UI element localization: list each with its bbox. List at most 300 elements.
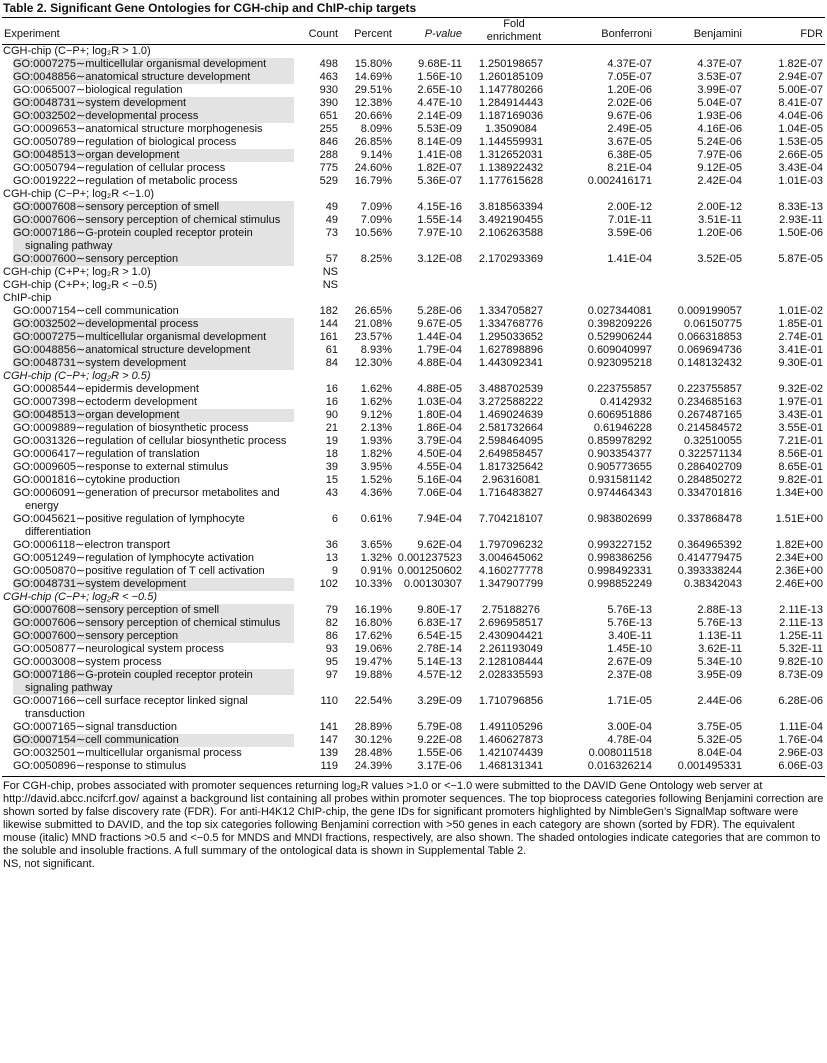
benjamini-cell: 0.214584572 [677,422,742,434]
go-term-cell [2,539,296,552]
p-value-cell: 5.53E-09 [417,123,462,135]
benjamini-cell: 2.44E-06 [697,695,742,707]
ns-note: NS, not significant. [3,858,95,870]
table-row [2,513,825,539]
bonferroni-cell: 0.931581142 [588,474,652,486]
col-count: Count [296,18,340,45]
count-cell: 82 [325,617,338,629]
table-row [2,448,825,461]
go-term: GO:0006118∼electron transport [13,539,170,551]
bonferroni-cell: 6.38E-05 [607,149,652,161]
table-row [2,396,825,409]
go-term-cell [2,513,296,539]
fdr-cell: 1.01E-02 [778,305,823,317]
table-row [2,695,825,721]
go-term-cell [2,643,296,656]
p-value-cell: 2.78E-14 [417,643,462,655]
bonferroni-cell: 0.903354377 [587,448,652,460]
percent-cell: 16.80% [354,617,392,629]
go-term: GO:0045621∼positive regulation of lymphocyte differentiation [13,513,245,538]
bonferroni-cell: 0.983802699 [587,513,652,525]
go-term: GO:0007165∼signal transduction [13,721,177,733]
p-value-cell: 7.94E-04 [417,513,462,525]
go-term: GO:0007600∼sensory perception [13,630,294,643]
percent-cell: 21.08% [354,318,392,330]
bonferroni-cell: 3.67E-05 [607,136,652,148]
table-title: Table 2. Significant Gene Ontologies for CGH-chip and ChIP-chip targets [2,0,825,18]
bonferroni-cell: 0.905773655 [587,461,652,473]
fold-enrichment-cell: 1.421074439 [478,747,544,759]
fold-enrichment-cell: 1.187169036 [478,110,544,122]
fdr-cell: 3.55E-01 [778,422,823,434]
fdr-cell: 1.04E-05 [778,123,823,135]
benjamini-cell: 2.88E-13 [697,604,742,616]
go-term: GO:0007608∼sensory perception of smell [13,604,294,617]
bonferroni-cell: 2.02E-06 [607,97,652,109]
col-percent: Percent [340,18,394,45]
go-term: GO:0007154∼cell communication [13,734,294,747]
table-row [2,214,825,227]
p-value-cell: 7.06E-04 [417,487,462,499]
bonferroni-cell: 3.00E-04 [607,721,652,733]
table-row [2,357,825,370]
fold-enrichment-cell: 2.96316081 [481,474,541,486]
go-term-cell [2,136,296,149]
go-term: GO:0008544∼epidermis development [13,383,199,395]
p-value-cell: 5.36E-07 [417,175,462,187]
count-cell: 102 [319,578,338,590]
go-term-cell [2,656,296,669]
benjamini-cell: 0.069694736 [677,344,742,356]
group-label: CGH-chip (C−P+; log₂R <−1.0) [3,188,154,200]
header-row [2,18,825,45]
go-term-cell [2,747,296,760]
go-term-cell [2,461,296,474]
go-term: GO:0003008∼system process [13,656,162,668]
bonferroni-cell: 7.01E-11 [608,214,652,226]
go-term-cell [2,110,296,123]
go-term-cell [2,578,296,591]
p-value-cell: 5.14E-13 [417,656,462,668]
bonferroni-cell: 0.998852249 [587,578,652,590]
col-bonferroni: Bonferroni [564,18,654,45]
fold-enrichment-cell: 1.177615628 [478,175,544,187]
fdr-cell: 3.41E-01 [778,344,823,356]
go-term: GO:0019222∼regulation of metabolic process [13,175,238,187]
percent-cell: 15.80% [354,58,392,70]
go-term: GO:0048731∼system development [13,578,294,591]
fdr-cell: 1.50E-06 [778,227,823,239]
percent-cell: 29.51% [354,84,392,96]
benjamini-cell: 0.234685163 [677,396,742,408]
table-row [2,643,825,656]
fold-enrichment-cell: 1.710796856 [478,695,544,707]
percent-cell: 1.62% [360,383,392,395]
bonferroni-cell: 3.59E-06 [607,227,652,239]
table-row [2,110,825,123]
benjamini-cell: 0.148132432 [677,357,742,369]
fdr-cell: 8.41E-07 [778,97,823,109]
percent-cell: 3.95% [360,461,392,473]
fold-enrichment-cell: 4.160277778 [478,565,544,577]
count-cell: 86 [325,630,338,642]
table-row [2,123,825,136]
count-cell: 19 [325,435,338,447]
go-term-cell [2,669,296,695]
go-term-cell [2,84,296,97]
benjamini-cell: 5.04E-07 [697,97,742,109]
fdr-cell: 2.96E-03 [778,747,823,759]
fdr-cell: 2.94E-07 [778,71,823,83]
go-term: GO:0007398∼ectoderm development [13,396,198,408]
bonferroni-cell: 0.529906244 [587,331,652,343]
go-term: GO:0050789∼regulation of biological process [13,136,237,148]
benjamini-cell: 5.34E-10 [697,656,742,668]
bonferroni-cell: 1.71E-05 [607,695,652,707]
fold-enrichment-cell: 2.581732664 [478,422,544,434]
go-term: GO:0032501∼multicellular organismal process [13,747,242,759]
ns-row [2,279,825,292]
count-cell: 651 [319,110,338,122]
fold-enrichment-cell: 3.004645062 [478,552,544,564]
empty-cell [340,279,825,292]
go-table [2,18,825,773]
fdr-cell: 1.25E-11 [779,630,823,642]
fold-enrichment-cell: 1.147780266 [478,84,544,96]
bonferroni-cell: 2.00E-12 [607,201,652,213]
go-term-cell [2,97,296,110]
bonferroni-cell: 0.016326214 [587,760,652,772]
footnote-text: For CGH-chip, probes associated with promoter sequences returning log₂R values >1.0 or <−1.0 were submitted to the DAVID Gene Ontology web server at http://david.abcc.ncifcrf.gov/ against a background list containing all probes within promoter sequences. The top bioprocess categories following Benjamini correction are shown sorted by false discovery rate (FDR). For anti-H4K12 ChIP-chip, the gene IDs for significant promoters highlighted by NimbleGen’s SignalMap software were likewise submitted to DAVID, and the top six categories following Benjamini correction with >50 genes in each category are shown (sorted by FDR). The equivalent mouse (italic) MND fractions >0.5 and <−0.5 for MNDS and MNDI fractions, respectively, are also shown. The shaded ontologies indicate categories that are common to the soluble and insoluble fractions. A full summary of the ontological data is shown in Supplemental Table 2. [3,780,824,857]
benjamini-cell: 5.32E-05 [697,734,742,746]
table-row [2,149,825,162]
group-row [2,188,825,201]
benjamini-cell: 3.62E-11 [698,643,742,655]
fold-enrichment-cell: 1.347907799 [478,578,544,590]
benjamini-cell: 2.42E-04 [697,175,742,187]
table-row [2,617,825,630]
group-label: CGH-chip (C+P+; log₂R > 1.0) [3,266,151,278]
p-value-cell: 4.47E-10 [417,97,462,109]
count-cell: 182 [319,305,338,317]
p-value-cell: 3.29E-09 [417,695,462,707]
benjamini-cell: 0.393338244 [677,565,742,577]
fold-enrichment-cell: 2.106263588 [478,227,544,239]
bonferroni-cell: 4.37E-07 [607,58,652,70]
go-term-cell [2,552,296,565]
fold-enrichment-cell: 3.818563394 [478,201,544,213]
percent-cell: 0.61% [360,513,392,525]
fold-enrichment-cell: 2.75188276 [481,604,541,616]
p-value-cell: 7.97E-10 [417,227,462,239]
group-label: CGH-chip (C+P+; log₂R < −0.5) [3,279,158,291]
fold-enrichment-cell: 1.469024639 [478,409,544,421]
table-row [2,604,825,617]
fdr-cell: 1.97E-01 [778,396,823,408]
count-cell: 390 [319,97,338,109]
count-cell: 57 [325,253,338,265]
go-term-cell [2,422,296,435]
fold-enrichment-cell: 1.250198657 [478,58,544,70]
go-term-cell [2,357,296,370]
go-term: GO:0007186∼G-protein coupled receptor protein signaling pathway [13,669,294,695]
table-row [2,97,825,110]
go-term: GO:0050877∼neurological system process [13,643,224,655]
benjamini-cell: 0.337868478 [677,513,742,525]
fdr-cell: 1.53E-05 [778,136,823,148]
go-term: GO:0048513∼organ development [13,149,294,162]
fdr-cell: 2.66E-05 [778,149,823,161]
count-cell: 97 [325,669,338,681]
p-value-cell: 1.86E-04 [417,422,462,434]
bonferroni-cell: 0.606951886 [587,409,652,421]
bonferroni-cell: 0.998492331 [587,565,652,577]
percent-cell: 30.12% [354,734,392,746]
empty-cell [340,266,825,279]
fdr-cell: 2.93E-11 [779,214,823,226]
table-row [2,84,825,97]
benjamini-cell: 1.13E-11 [698,630,742,642]
p-value-cell: 5.79E-08 [417,721,462,733]
p-value-cell: 9.68E-11 [418,58,462,70]
count-cell: 144 [319,318,338,330]
go-term-cell [2,149,296,162]
table-row [2,721,825,734]
table-row [2,630,825,643]
fdr-cell: 9.30E-01 [778,357,823,369]
table-row [2,175,825,188]
col-fdr: FDR [744,18,825,45]
fdr-cell: 6.06E-03 [778,760,823,772]
p-value-cell: 0.001250602 [397,565,462,577]
go-term-cell [2,435,296,448]
fdr-cell: 1.82E-07 [778,58,823,70]
p-value-cell: 1.03E-04 [417,396,462,408]
benjamini-cell: 0.06150775 [683,318,742,330]
fold-enrichment-cell: 2.261193049 [479,643,543,655]
table-row [2,747,825,760]
go-term: GO:0048856∼anatomical structure development [13,344,294,357]
percent-cell: 17.62% [354,630,392,642]
table-row [2,669,825,695]
table-row [2,487,825,513]
percent-cell: 22.54% [354,695,392,707]
p-value-cell: 2.65E-10 [417,84,462,96]
p-value-cell: 9.80E-17 [417,604,462,616]
table-row [2,344,825,357]
go-term: GO:0007166∼cell surface receptor linked signal transduction [13,695,248,720]
group-row [2,591,825,604]
fold-enrichment-cell: 1.144559931 [478,136,544,148]
go-term-cell [2,617,296,630]
go-term: GO:0051249∼regulation of lymphocyte activation [13,552,254,564]
benjamini-cell: 4.37E-07 [697,58,742,70]
col-fold: Fold enrichment [464,18,564,45]
group-label: CGH-chip (C−P+; log₂R > 0.5) [3,370,151,382]
benjamini-cell: 1.20E-06 [697,227,742,239]
go-term: GO:0007600∼sensory perception [13,253,294,266]
benjamini-cell: 1.93E-06 [697,110,742,122]
go-term-cell [2,630,296,643]
count-cell: 846 [319,136,338,148]
go-term-cell [2,331,296,344]
count-cell: 49 [325,214,338,226]
count-cell: 39 [325,461,338,473]
count-cell: 463 [319,71,338,83]
p-value-cell: 3.79E-04 [417,435,462,447]
p-value-cell: 1.79E-04 [417,344,462,356]
fold-enrichment-cell: 3.488702539 [478,383,544,395]
p-value-cell: 9.67E-05 [417,318,462,330]
group-row [2,292,825,305]
fdr-cell: 1.01E-03 [778,175,823,187]
bonferroni-cell: 0.609040997 [587,344,652,356]
fold-enrichment-cell: 2.598464095 [478,435,544,447]
fold-enrichment-cell: 1.468131341 [478,760,544,772]
go-term-cell [2,721,296,734]
go-term-cell [2,71,296,84]
go-term-cell [2,227,296,253]
benjamini-cell: 0.267487165 [677,409,742,421]
go-term: GO:0009653∼anatomical structure morphogenesis [13,123,263,135]
fdr-cell: 1.11E-04 [779,721,823,733]
table-row [2,474,825,487]
go-term-cell [2,734,296,747]
p-value-cell: 3.12E-08 [417,253,462,265]
go-term-cell [2,175,296,188]
benjamini-cell: 0.223755857 [677,383,742,395]
p-value-cell: 1.44E-04 [417,331,462,343]
bonferroni-cell: 0.923095218 [587,357,652,369]
percent-cell: 14.69% [354,71,392,83]
p-value-cell: 4.88E-05 [417,383,462,395]
percent-cell: 1.62% [360,396,392,408]
go-term: GO:0032502∼developmental process [13,110,294,123]
go-term-cell [2,344,296,357]
bonferroni-cell: 0.027344081 [587,305,652,317]
table-row [2,734,825,747]
count-cell: 95 [325,656,338,668]
fold-enrichment-cell: 1.138922432 [478,162,544,174]
table-row [2,552,825,565]
count-cell: 498 [319,58,338,70]
count-cell: 930 [319,84,338,96]
percent-cell: 9.12% [360,409,392,421]
fold-enrichment-cell: 1.334768776 [478,318,544,330]
ns-row [2,266,825,279]
count-cell: 119 [320,760,338,772]
table-row [2,656,825,669]
col-benjamini: Benjamini [654,18,744,45]
go-term-cell [2,409,296,422]
fdr-cell: 8.33E-13 [778,201,823,213]
p-value-cell: 4.50E-04 [417,448,462,460]
fdr-cell: 4.04E-06 [778,110,823,122]
fdr-cell: 1.51E+00 [775,513,823,525]
count-cell: 21 [325,422,338,434]
table-row [2,383,825,396]
percent-cell: 8.25% [360,253,392,265]
go-term-cell [2,760,296,773]
p-value-cell: 1.55E-14 [417,214,462,226]
go-term-cell [2,162,296,175]
bonferroni-cell: 5.76E-13 [607,617,652,629]
table-row [2,435,825,448]
count-cell: 141 [319,721,338,733]
bonferroni-cell: 9.67E-06 [607,110,652,122]
benjamini-cell: 3.52E-05 [697,253,742,265]
fold-enrichment-cell: 1.3509084 [485,123,537,135]
go-term: GO:0006091∼generation of precursor metabolites and energy [13,487,280,512]
benjamini-cell: 9.12E-05 [697,162,742,174]
go-term: GO:0065007∼biological regulation [13,84,183,96]
fold-enrichment-cell: 2.028335593 [478,669,544,681]
go-term-cell [2,201,296,214]
fold-enrichment-cell: 1.334705827 [478,305,544,317]
table-row [2,409,825,422]
fdr-cell: 5.32E-11 [779,643,823,655]
bonferroni-cell: 0.993227152 [587,539,652,551]
bonferroni-cell: 1.20E-06 [607,84,652,96]
count-cell: 6 [331,513,338,525]
fold-enrichment-cell: 1.716483827 [478,487,544,499]
go-term-cell [2,474,296,487]
p-value-cell: 1.82E-07 [417,162,462,174]
count-cell: 13 [325,552,338,564]
table-row [2,136,825,149]
go-term-cell [2,396,296,409]
fold-enrichment-cell: 1.460627873 [478,734,544,746]
fdr-cell: 2.34E+00 [775,552,823,564]
p-value-cell: 3.17E-06 [417,760,462,772]
group-row [2,45,825,59]
percent-cell: 4.36% [360,487,392,499]
bonferroni-cell: 7.05E-07 [607,71,652,83]
group-label: CGH-chip (C−P+; log₂R < −0.5) [3,591,157,603]
count-cell: 49 [325,201,338,213]
percent-cell: 28.48% [354,747,392,759]
bonferroni-cell: 3.40E-11 [608,630,652,642]
fold-enrichment-cell: 1.443092341 [478,357,544,369]
fdr-cell: 1.34E+00 [775,487,823,499]
count-cell: 16 [325,396,338,408]
benjamini-cell: 3.53E-07 [697,71,742,83]
fdr-cell: 8.56E-01 [778,448,823,460]
percent-cell: 16.79% [354,175,392,187]
benjamini-cell: 0.414779475 [677,552,742,564]
fdr-cell: 2.74E-01 [778,331,823,343]
fold-enrichment-cell: 1.491105296 [479,721,543,733]
benjamini-cell: 3.75E-05 [697,721,742,733]
bonferroni-cell: 2.37E-08 [607,669,652,681]
p-value-cell: 0.00130307 [403,578,462,590]
ns-value: NS [322,266,338,278]
percent-cell: 20.66% [354,110,392,122]
table-row [2,461,825,474]
p-value-cell: 4.15E-16 [417,201,462,213]
percent-cell: 1.52% [360,474,392,486]
percent-cell: 8.93% [360,344,392,356]
fdr-cell: 5.87E-05 [778,253,823,265]
percent-cell: 7.09% [360,201,392,213]
go-term-cell [2,383,296,396]
count-cell: 43 [325,487,338,499]
table-row [2,760,825,773]
percent-cell: 2.13% [360,422,392,434]
fdr-cell: 9.82E-10 [778,656,823,668]
percent-cell: 12.30% [354,357,392,369]
fold-enrichment-cell: 2.696958517 [478,617,544,629]
